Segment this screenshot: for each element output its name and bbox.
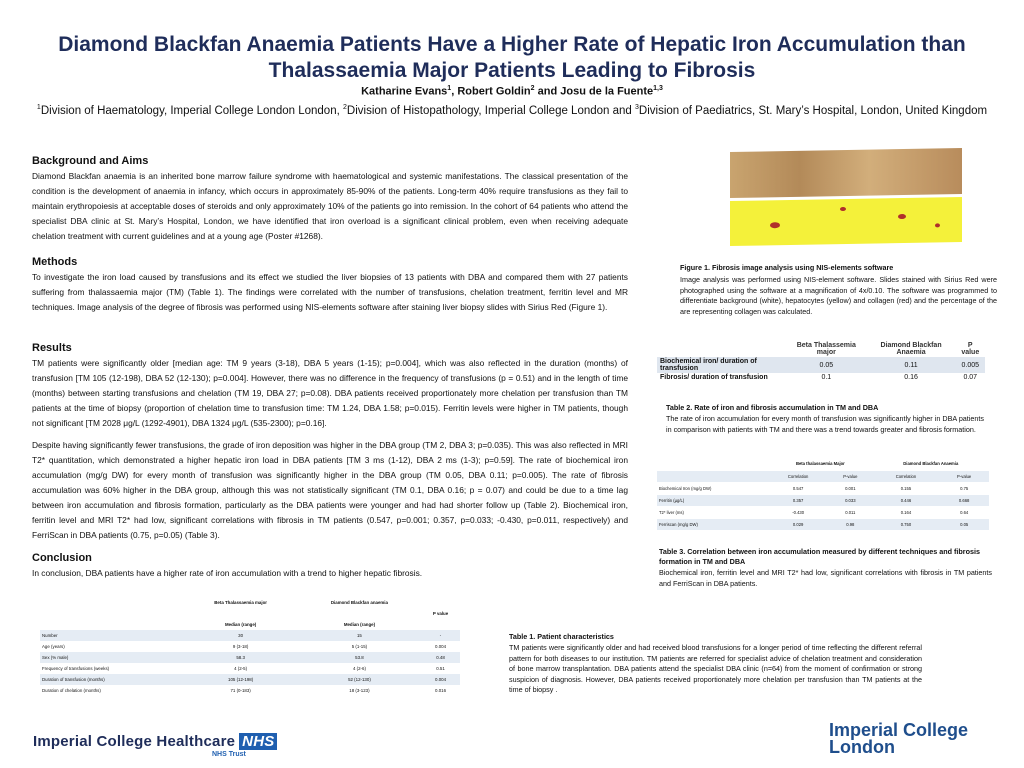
table-cell: - — [421, 630, 460, 641]
table-cell: 0.48 — [421, 652, 460, 663]
table-cell: Ferriscan (mg/g DW) — [657, 518, 768, 530]
affil-sup: 3 — [635, 104, 639, 111]
logo-text: London — [829, 737, 895, 757]
table3-group-header: Beta thalassaemia Major — [768, 458, 872, 470]
table-cell: Duration of chelation (months) — [42, 688, 101, 693]
table-row — [40, 652, 460, 663]
table1-caption-title: Table 1. Patient characteristics — [509, 632, 614, 641]
table1-caption-text: TM patients were significantly older and had received blood transfusions for a longer period of time reflecting the different referral pattern for both diseases to our institution. TM patients are referred for specialist advice of chelation treatment and consideration of bone marrow transplantation. DBA patients attend the specialist DBA clinic (n=64) from the moment of confirmation or strong suspicion of diagnosis. However, DBA patients received proportionately more chelation per transfusion than TM patients at the time of biopsy . — [509, 643, 922, 694]
table-row — [657, 506, 989, 518]
table-cell: Duration of transfusion (months) — [40, 674, 183, 685]
table-cell: -0.430 — [768, 506, 828, 518]
logo-text: Imperial College Healthcare — [33, 733, 236, 750]
table-cell: Fibrosis/ duration of transfusion — [657, 373, 786, 382]
table-cell: T2* liver (ms) — [657, 506, 768, 518]
table-row — [40, 630, 460, 641]
table-cell: 71 (0-183) — [230, 688, 251, 693]
author-name: Robert Goldin — [457, 85, 531, 98]
imperial-college-logo — [829, 722, 968, 756]
affil-text: Division of Histopathology, Imperial College London and — [346, 104, 636, 117]
table-cell: 0.05 — [786, 357, 867, 373]
table-cell: 18 (3-123) — [349, 688, 370, 693]
author-name: Katharine Evans — [361, 85, 448, 98]
table-cell: 30 — [183, 630, 297, 641]
nhs-trust-label: NHS Trust — [212, 751, 246, 758]
table3-subheader: Correlation — [768, 470, 828, 482]
table2-header: Beta Thalassemia major — [786, 341, 867, 357]
affil-sup: 2 — [343, 104, 347, 111]
conclusion-heading: Conclusion — [32, 552, 92, 564]
results-text-2: Despite having significantly fewer transfusions, the grade of iron deposition was higher in the DBA group (TM 2, DBA 3; p=0.035). This was also reflected in MRI T2* quantitation, which demonstrated a higher hepatic iron load in DBA patients [TM 3 ms (1-12), DBA 2 ms (1-3); p=0.59]. The rate of biochemical iron accumulation (mg/g DW) for every month of transfusion was significantly higher in the DBA group (TM 0.05, DBA 0.11; p=0.005). The rate of fibrosis accumulation was 60% higher in the DBA group, although this was not statistically significant (TM 0.1, DBA 0.16; p = 0.07) and could be due to a time lag between iron accumulation and fibrosis formation, particularly as the DBA patients were younger and had had shorter follow up (Table 2). Biochemical iron, ferritin level and MRI T2* had low, significant correlations with fibrosis in TM patients (0.547, p=0.001; 0.357, p=0.033; -0.430, p=0.011, respectively) and FerriScan in DBA patients (0.75, p=0.05) (Table 3). — [32, 440, 628, 540]
table-cell: 0.004 — [421, 674, 460, 685]
table-cell: 58.3 — [183, 652, 297, 663]
table-cell: Biochemical iron/ duration of transfusion — [657, 357, 786, 373]
methods-text: To investigate the iron load caused by transfusions and its effect we studied the liver biopsies of 13 patients with DBA and compared them with 27 patients suffering from thalassaemia major (TM) (Table 1). The findings were correlated with the number of transfusions, chelation treatment, ferritin level and MR techniques. Image analysis of the degree of fibrosis was performed using NIS-elements software after staining liver biopsy slides with Sirius Red (Figure 1). — [32, 272, 628, 312]
table-cell: 0.011 — [828, 506, 873, 518]
table-cell: Ferritin (µg/L) — [657, 494, 768, 506]
table-cell: 0.001 — [828, 482, 873, 494]
poster-title: Diamond Blackfan Anaemia Patients Have a Higher Rate of Hepatic Iron Accumulation than Thalassaemia Major Patients Leading to Fibrosis — [58, 33, 966, 82]
table-cell: 0.029 — [768, 518, 828, 530]
results-text-1: TM patients were significantly older [median age: TM 9 years (3-18), DBA 5 years (1-15); p=0.004], which was also reflected in the duration (months) of transfusion [TM 105 (12-198), DBA 52 (12-130); p=0.004]. However, there was no difference in the frequency of transfusions (p = 0.51) and in the length of time (months) between starting transfusions and chelation (TM 19, DBA 27; p=0.08). DBA patients received proportionately more chelation per transfusion than TM patients at the time of biopsy (proportion of chelation time to transfusion time: TM 1.24, DBA 1.58; p=0.015). Ferritin levels were higher in TM patients, though not significant [TM 2028 μg/L (1292-4901), DBA 1324 μg/L (535-2300); p=0.16]. — [32, 358, 628, 428]
table-cell: 0.75 — [939, 482, 989, 494]
nhs-logo: NHS — [239, 733, 277, 750]
table-cell: 4 (2-6) — [352, 666, 366, 671]
author-sup: 1,3 — [653, 85, 663, 92]
table-row — [657, 518, 989, 530]
table-row — [40, 663, 460, 674]
table-cell: 0.016 — [435, 688, 447, 693]
table-cell: 0.357 — [768, 494, 828, 506]
table1-subheader: Median (range) — [225, 622, 257, 627]
table-cell: Age (years) — [42, 644, 65, 649]
author-sup: 2 — [530, 85, 535, 92]
table-cell: 0.446 — [873, 494, 940, 506]
table-row — [657, 494, 989, 506]
table-cell: 0.004 — [435, 644, 447, 649]
table1-subheader: Median (range) — [343, 622, 376, 627]
background-heading: Background and Aims — [32, 155, 149, 167]
affil-text: Division of Paediatrics, St. Mary’s Hospital, London, United Kingdom — [638, 104, 988, 117]
table2-caption-text: The rate of iron accumulation for every month of transfusion was significantly higher in DBA patients in comparison with patients with TM and there was a trend towards greater and fibrosis formation. — [666, 414, 984, 434]
table3-subheader: P-value — [939, 470, 989, 482]
table-cell: 0.64 — [939, 506, 989, 518]
table2-header — [657, 341, 786, 357]
fibrosis-slide-images — [730, 150, 962, 244]
figure1-caption-title: Figure 1. Fibrosis image analysis using NIS-elements software — [680, 263, 894, 272]
table-cell: 0.033 — [828, 494, 873, 506]
table-cell: Frequency of transfusions (weeks) — [42, 666, 110, 671]
figure1-caption-text: Image analysis was performed using NIS-element software. Slides stained with Sirius Red were photographed using the software at a magnification of 4x/0.10. The software was programmed to differentiate background (white), hepatocytes (yellow) and collagen (red) and the percentage of the are representing collagen was calculated. — [680, 275, 997, 316]
authors: Katharine Evans$^1$, Robert Goldin$^2$ and Josu de la Fuente$^{1,3}$ — [361, 85, 663, 98]
table-cell: 0.11 — [867, 357, 956, 373]
table-row — [657, 357, 985, 373]
results-heading: Results — [32, 342, 72, 354]
conclusion-text: In conclusion, DBA patients have a higher rate of iron accumulation with a trend to higher hepatic fibrosis. — [32, 568, 423, 578]
table-cell: 0.750 — [873, 518, 940, 530]
table-cell: 15 — [298, 630, 421, 641]
sirius-red-slide — [730, 148, 962, 198]
affil-sup: 1 — [36, 104, 41, 111]
table3-group-header: Diamond Blackfan Anaemia — [873, 458, 989, 470]
author-sup: 1 — [447, 85, 452, 92]
table-cell: Biochemical Iron (mg/g DW) — [657, 482, 768, 494]
table-cell: Number — [40, 630, 183, 641]
table1-group-header: Beta Thalassaemia major — [214, 600, 267, 605]
table3-caption-title: Table 3. Correlation between iron accumulation measured by different techniques and fibrosis formation in TM and DBA — [659, 547, 980, 566]
table-cell: 0.164 — [873, 506, 940, 518]
table2-header: Diamond Blackfan Anaemia — [867, 341, 956, 357]
table-cell: 0.98 — [828, 518, 873, 530]
table-row — [657, 373, 985, 382]
logo-text: Imperial College — [829, 720, 969, 740]
table2 — [657, 341, 985, 382]
table2-caption-title: Table 2. Rate of iron and fibrosis accumulation in TM and DBA — [666, 403, 879, 412]
table-cell: 0.51 — [436, 666, 445, 671]
table-cell: 53.8 — [298, 652, 421, 663]
author-name: Josu de la Fuente — [560, 85, 654, 98]
table-row — [40, 641, 460, 652]
table1-group-header: Diamond Blackfan anaemia — [330, 600, 388, 605]
analysed-slide — [730, 197, 962, 246]
table-cell: 0.005 — [956, 357, 985, 373]
affiliations — [0, 104, 1024, 117]
table-cell: 105 (12-198) — [183, 674, 297, 685]
table1-group-header: P value — [432, 611, 449, 616]
affil-text: Division of Haematology, Imperial College London London, — [40, 104, 343, 117]
table-row — [657, 482, 989, 494]
table3 — [657, 458, 989, 531]
imperial-healthcare-logo — [33, 733, 277, 750]
table-cell: 52 (12-130) — [298, 674, 421, 685]
table-cell: 0.668 — [939, 494, 989, 506]
background-text: Diamond Blackfan anaemia is an inherited bone marrow failure syndrome with haematological and systemic manifestations. The classical presentation of the condition is the development of anaemia in infancy, which occurs in approximately 85-90% of the patients. Long-term 40% require transfusions as they fail to maintain erythropoiesis at acceptable doses of steroids and only approximately 10% of the patients go into remission. In the cohort of 64 patients who attend the specialist DBA clinic at St. Mary’s Hospital, London, we have identified that iron overload is a significant clinical problem, even when receiving adequate chelation treatment with current guidelines and at a young age (Poster #1268). — [32, 171, 628, 241]
methods-heading: Methods — [32, 256, 78, 268]
table2-header: P value — [956, 341, 985, 357]
table-cell: 0.1 — [786, 373, 867, 382]
table-cell: 0.16 — [867, 373, 956, 382]
table-cell: 0.07 — [956, 373, 985, 382]
table3-caption-text: Biochemical iron, ferritin level and MRI T2* had low, significant correlations with fibrosis in TM patients and FerriScan in DBA patients. — [659, 568, 992, 588]
table-cell: 0.05 — [939, 518, 989, 530]
table3-subheader: Correlation — [873, 470, 940, 482]
table-cell: 0.547 — [768, 482, 828, 494]
table-row — [40, 685, 460, 696]
table-cell: 5 (1-15) — [351, 644, 368, 649]
table-row — [40, 674, 460, 685]
table-cell: Sex (% male) — [40, 652, 183, 663]
table3-subheader: P-value — [828, 470, 873, 482]
table-cell: 0.155 — [873, 482, 940, 494]
table1 — [40, 597, 460, 696]
table-cell: 9 (3-18) — [232, 644, 249, 649]
table-cell: 4 (2-5) — [234, 666, 248, 671]
